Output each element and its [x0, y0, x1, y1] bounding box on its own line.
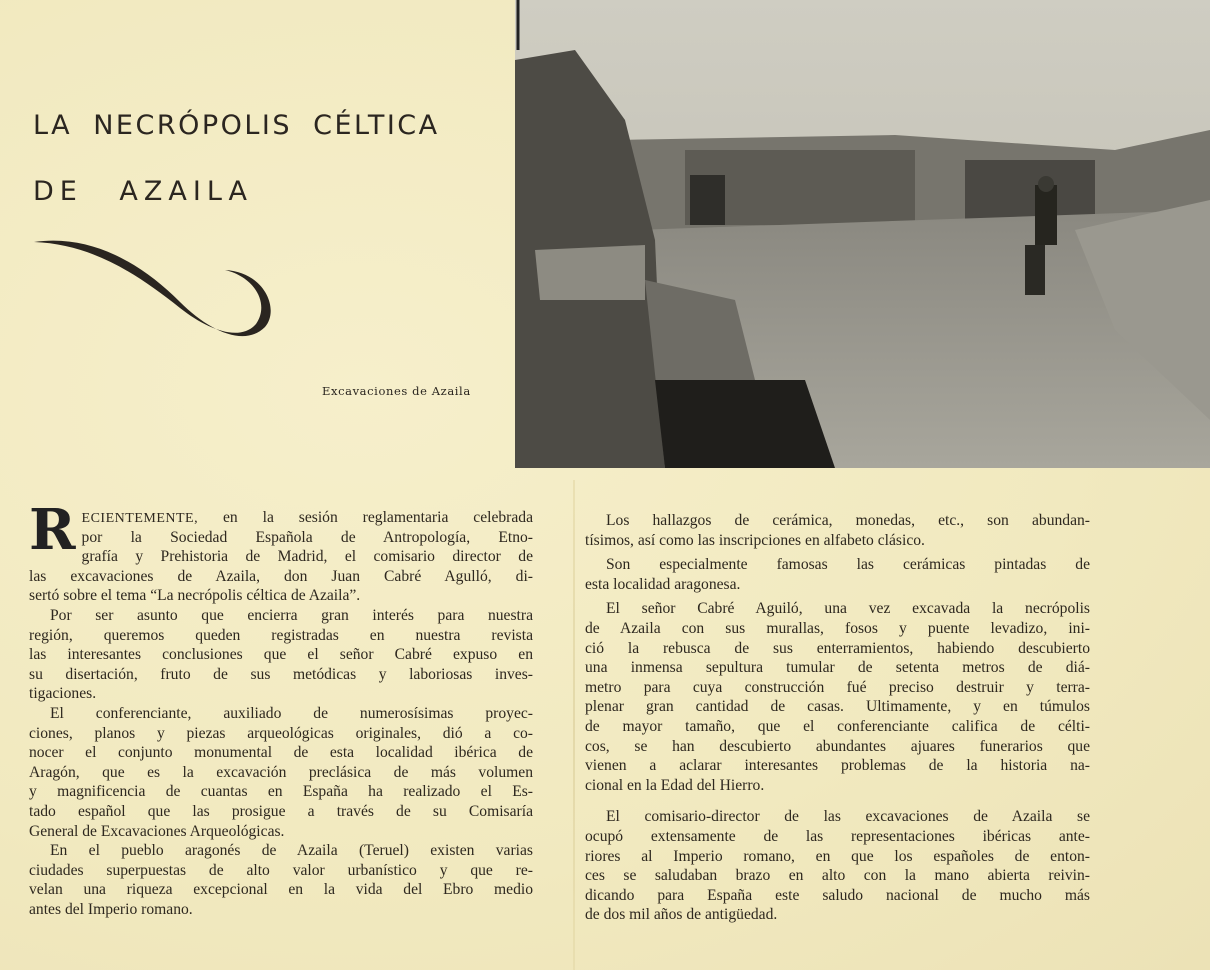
text-line: una inmensa sepultura tumular de setenta metros de diá- — [585, 659, 1090, 677]
text-line: su disertación, fruto de sus metódicas y laboriosas inves- — [29, 665, 533, 683]
text-line: metro para cuya construcción fué preciso destruir y terra- — [585, 678, 1090, 696]
text-fragment: en la sesión reglamentaria celebrada — [198, 509, 533, 526]
text-line: Por ser asunto que encierra gran interés para nuestra — [50, 606, 533, 624]
text-line: de dos mil años de antigüedad. — [585, 906, 778, 924]
text-line: región, queremos queden registradas en nuestra revista — [29, 626, 533, 644]
text-line — [29, 508, 533, 528]
text-line: las interesantes conclusiones que el señor Cabré expuso en — [29, 646, 533, 664]
paragraph — [29, 497, 533, 606]
text-line: por la Sociedad Española de Antropología, Etno- — [81, 528, 533, 546]
text-line: vienen a aclarar interesantes problemas de la historia na- — [585, 757, 1090, 775]
text-line: El señor Cabré Aguiló, una vez excavada la necrópolis — [606, 600, 1090, 618]
text-line: tigaciones. — [29, 685, 97, 703]
text-line: General de Excavaciones Arqueológicas. — [29, 822, 285, 840]
text-line: plenar gran cantidad de casas. Ultimamente, y en túmulos — [585, 698, 1090, 716]
paragraph — [29, 704, 533, 841]
drop-cap: R — [29, 497, 76, 563]
paragraph — [585, 511, 1090, 550]
paragraph — [29, 841, 533, 919]
excavation-photo — [515, 0, 1210, 468]
text-line: antes del Imperio romano. — [29, 900, 193, 918]
text-line: En el pueblo aragonés de Azaila (Teruel) existen varias — [50, 842, 533, 860]
paragraph — [585, 807, 1090, 925]
paragraph — [29, 606, 533, 704]
text-line: El conferenciante, auxiliado de numerosísimas proyec- — [50, 704, 533, 722]
text-line: dicando para España este saludo nacional de mucho más — [585, 886, 1090, 904]
text-line: de Azaila con sus murallas, fosos y puente levadizo, ini- — [585, 619, 1090, 637]
article-title-line-1: LA NECRÓPOLIS CÉLTICA — [33, 110, 440, 141]
text-line: ciudades superpuestas de alto valor urbanístico y que re- — [29, 861, 533, 879]
text-line: tísimos, así como las inscripciones en alfabeto clásico. — [585, 531, 925, 549]
article-column-right — [585, 511, 1090, 930]
text-line: tado español que las prosigue a través de su Comisaría — [29, 802, 533, 820]
decorative-swash-icon — [30, 232, 280, 347]
paragraph — [585, 555, 1090, 594]
lead-word: ECIENTEMENTE, — [81, 511, 199, 526]
text-line: ces se saludaban brazo en alto con la mano abierta reivin- — [585, 867, 1090, 885]
text-line: Aragón, que es la excavación preclásica de más volumen — [29, 763, 533, 781]
paragraph — [585, 599, 1090, 795]
text-line: ocupó extensamente de las representaciones ibéricas ante- — [585, 827, 1090, 845]
text-line: esta localidad aragonesa. — [585, 575, 741, 593]
text-line: Son especialmente famosas las cerámicas pintadas de — [606, 556, 1090, 574]
page-fold — [573, 480, 575, 970]
text-line: cional en la Edad del Hierro. — [585, 776, 765, 794]
article-title-line-2: DE AZAILA — [33, 176, 253, 207]
text-line: las excavaciones de Azaila, don Juan Cabré Agulló, di- — [29, 567, 533, 585]
text-line: nocer el conjunto monumental de esta localidad ibérica de — [29, 744, 533, 762]
text-line: velan una riqueza excepcional en la vida del Ebro medio — [29, 881, 533, 899]
text-line: riores al Imperio romano, en que los españoles de enton- — [585, 847, 1090, 865]
text-line: grafía y Prehistoria de Madrid, el comisario director de — [81, 548, 533, 566]
text-line: sertó sobre el tema “La necrópolis céltica de Azaila”. — [29, 587, 361, 605]
photo-caption: Excavaciones de Azaila — [322, 384, 471, 398]
text-line: ció la rebusca de sus enterramientos, habiendo descubierto — [585, 639, 1090, 657]
text-line: de mayor tamaño, que el conferenciante califica de célti- — [585, 717, 1090, 735]
text-line: El comisario-director de las excavaciones de Azaila se — [606, 808, 1090, 826]
text-line: ciones, planos y piezas arqueológicas originales, dió a co- — [29, 724, 533, 742]
article-column-left — [29, 497, 533, 919]
text-line: cos, se han descubierto abundantes ajuares funerarios que — [585, 737, 1090, 755]
text-line: y magnificencia de cuantas en España ha realizado el Es- — [29, 783, 533, 801]
text-line: Los hallazgos de cerámica, monedas, etc., son abundan- — [606, 512, 1090, 529]
